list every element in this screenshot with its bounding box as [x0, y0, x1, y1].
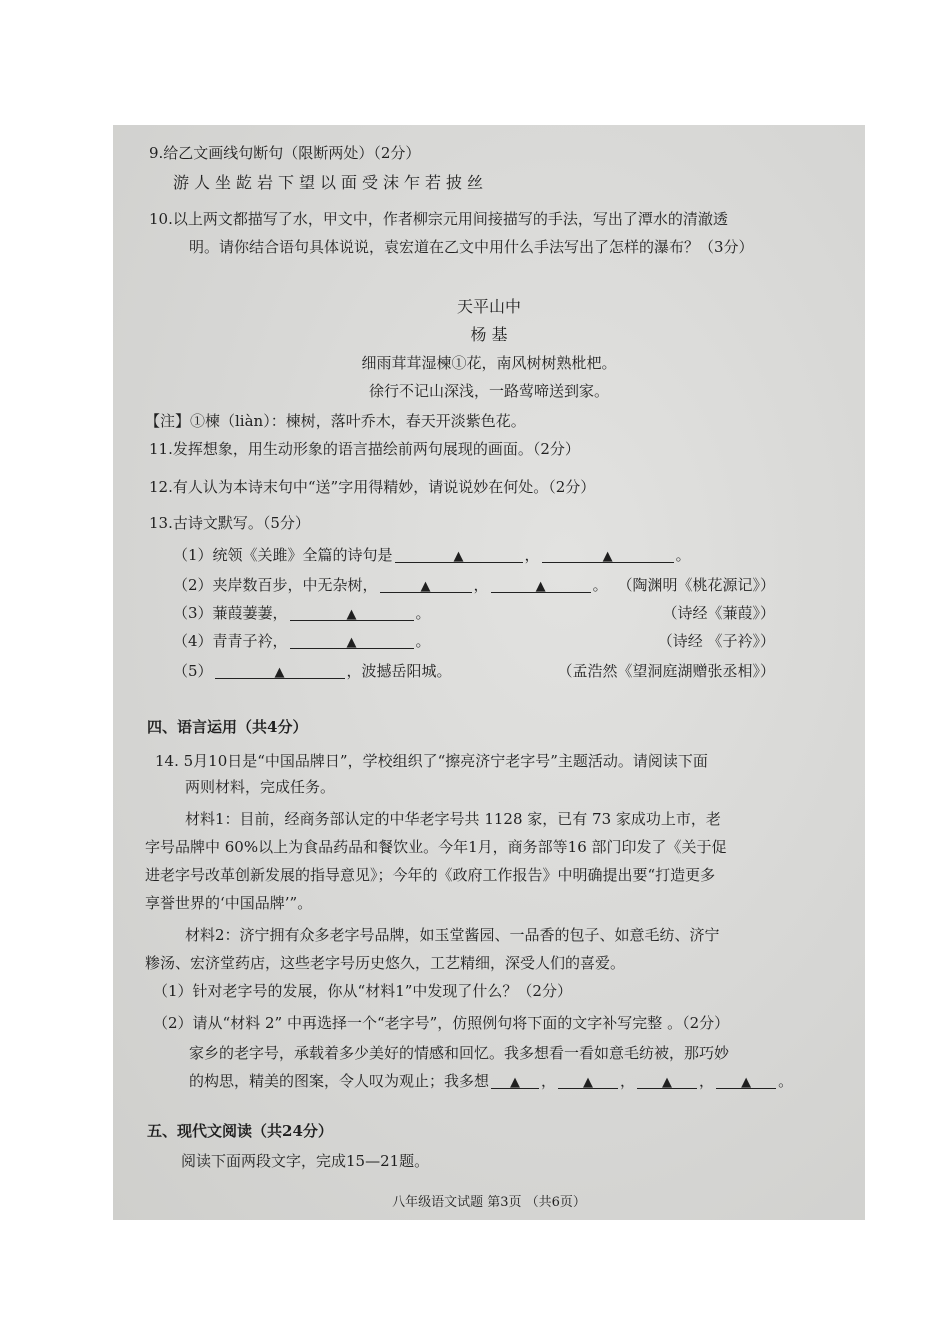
- section4-heading: 四、语言运用（共4分）: [147, 718, 308, 736]
- q14-sub1: （1）针对老字号的发展，你从“材料1”中发现了什么？（2分）: [153, 982, 572, 1000]
- q13-item1: （1）统领《关雎》全篇的诗句是 ▲ ， ▲ 。: [173, 546, 691, 564]
- material1-line2: 字号品牌中 60%以上为食品药品和餐饮业。今年1月，商务部等16 部门印发了《关于促: [145, 838, 727, 856]
- poem-line1: 细雨茸茸湿楝①花，南风树树熟枇杷。: [361, 354, 617, 372]
- answer-blank[interactable]: ▲: [491, 575, 591, 593]
- q13-item3-source: （诗经《蒹葭》）: [662, 604, 775, 622]
- q12: 12.有人认为本诗末句中“送”字用得精妙，请说说妙在何处。（2分）: [149, 478, 596, 496]
- answer-blank[interactable]: ▲: [491, 1071, 539, 1089]
- q13-item3: （3）蒹葭萋萋， ▲ 。: [173, 604, 431, 622]
- material2-line1: 材料2：济宁拥有众多老字号品牌，如玉堂酱园、一品香的包子、如意毛纺、济宁: [185, 926, 720, 944]
- q9-sentence: 游人坐龁岩下望以面受沫乍若披丝: [173, 173, 489, 192]
- q14-line2: 两则材料，完成任务。: [185, 778, 336, 796]
- page-footer: 八年级语文试题 第3页 （共6页）: [392, 1195, 586, 1210]
- answer-blank[interactable]: ▲: [290, 603, 414, 621]
- material2-line2: 糁汤、宏济堂药店，这些老字号历史悠久，工艺精细，深受人们的喜爱。: [145, 954, 626, 972]
- q13-prompt: 13.古诗文默写。（5分）: [149, 514, 310, 532]
- q14-sub2: （2）请从“材料 2” 中再选择一个“老字号”，仿照例句将下面的文字补写完整 。（2分）: [153, 1014, 730, 1032]
- q10-line1: 10.以上两文都描写了水，甲文中，作者柳宗元用间接描写的手法，写出了潭水的清澈透: [149, 210, 728, 228]
- q13-item2-source: （陶渊明《桃花源记》）: [617, 576, 775, 594]
- answer-blank[interactable]: ▲: [716, 1071, 776, 1089]
- section5-intro: 阅读下面两段文字，完成15—21题。: [181, 1152, 430, 1170]
- example-line2: 的构思，精美的图案，令人叹为观止；我多想 ▲ ， ▲ ， ▲ ， ▲ 。: [189, 1072, 794, 1090]
- q13-item5-source: （孟浩然《望洞庭湖赠张丞相》）: [557, 662, 775, 680]
- material1-line3: 进老字号改革创新发展的指导意见》；今年的《政府工作报告》中明确提出要“打造更多: [145, 866, 716, 884]
- q13-item4: （4）青青子衿， ▲ 。: [173, 632, 431, 650]
- poem-title: 天平山中: [456, 297, 521, 316]
- q14-line1: 14. 5月10日是“中国品牌日”，学校组织了“擦亮济宁老字号”主题活动。请阅读下面: [155, 752, 708, 770]
- answer-blank[interactable]: ▲: [290, 631, 414, 649]
- q9-prompt: 9.给乙文画线句断句（限断两处）（2分）: [149, 144, 421, 162]
- q13-item4-source: （诗经 《子衿》）: [657, 632, 775, 650]
- answer-blank[interactable]: ▲: [542, 545, 674, 563]
- poem-note: 【注】①楝（liàn）：楝树，落叶乔木，春天开淡紫色花。: [145, 412, 526, 430]
- q13-item5: （5） ▲ ，波撼岳阳城。: [173, 662, 452, 680]
- q13-item2: （2）夹岸数百步，中无杂树， ▲ ， ▲ 。: [173, 576, 608, 594]
- answer-blank[interactable]: ▲: [637, 1071, 697, 1089]
- poem-author: 杨 基: [470, 325, 508, 344]
- answer-blank[interactable]: ▲: [380, 575, 472, 593]
- answer-blank[interactable]: ▲: [395, 545, 523, 563]
- exam-page: [113, 125, 865, 1220]
- section5-heading: 五、现代文阅读（共24分）: [147, 1122, 333, 1140]
- example-line1: 家乡的老字号，承载着多少美好的情感和回忆。我多想看一看如意毛纺被，那巧妙: [189, 1044, 730, 1062]
- poem-line2: 徐行不记山深浅，一路莺啼送到家。: [368, 382, 609, 400]
- q11: 11.发挥想象，用生动形象的语言描绘前两句展现的画面。（2分）: [149, 440, 580, 458]
- q10-line2: 明。请你结合语句具体说说，袁宏道在乙文中用什么手法写出了怎样的瀑布？（3分）: [189, 238, 754, 256]
- answer-blank[interactable]: ▲: [558, 1071, 618, 1089]
- material1-line1: 材料1：目前，经商务部认定的中华老字号共 1128 家，已有 73 家成功上市，老: [185, 810, 721, 828]
- material1-line4: 享誉世界的‘中国品牌’”。: [145, 894, 313, 912]
- answer-blank[interactable]: ▲: [215, 661, 345, 679]
